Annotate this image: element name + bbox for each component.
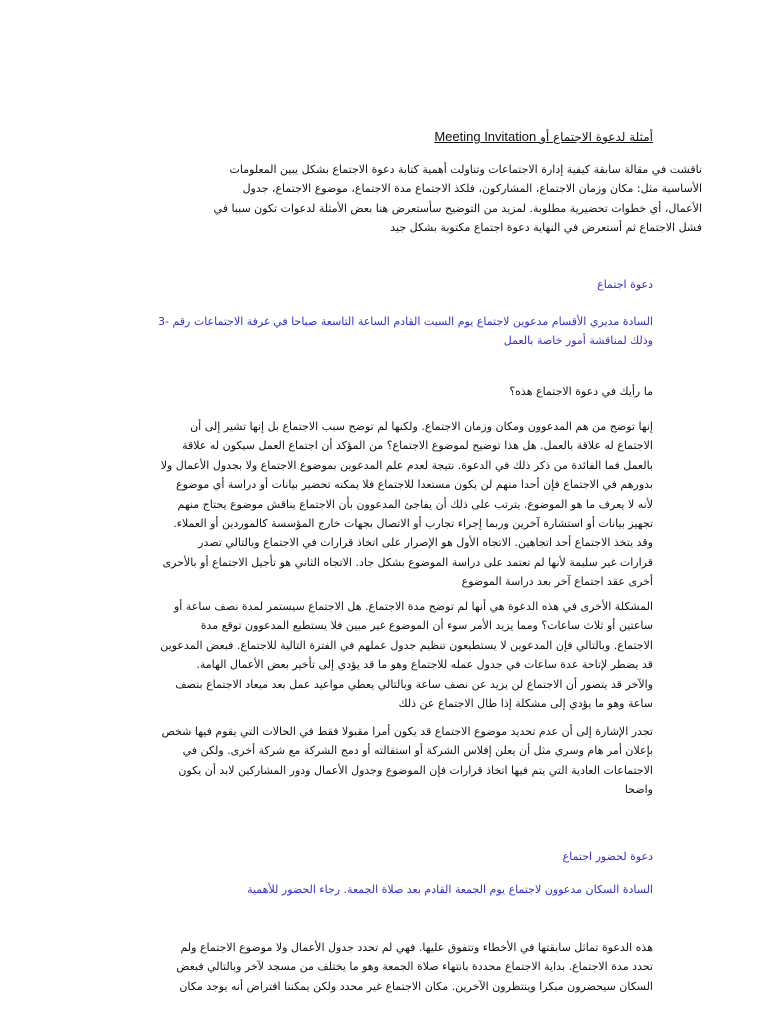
analysis-line: واضحا <box>624 783 653 797</box>
analysis-line: بإعلان أمر هام وسري مثل أن يعلن إفلاس الشركة أو استقالته أو دمج الشركة مع شركة أخرى. ولكن في <box>182 744 653 758</box>
analysis-line: المشكلة الأخرى في هذه الدعوة هي أنها لم توضح مدة الاجتماع. هل الاجتماع سيستمر لمدة نصف ساعة أو <box>174 600 653 613</box>
question-text: ما رأيك في دعوة الاجتماع هذه؟ <box>509 385 653 398</box>
analysis-line: والآخر قد يتصور أن الاجتماع لن يزيد عن نصف ساعة وبالتالي يعطي مواعيد عمل بعد ميعاد الاجتماع بنصف <box>175 677 653 691</box>
analysis-line: قرارات غير سليمة لأنها لم تعتمد على دراسة الموضوع بشكل جاد. الاتجاه الثاني هو تأجيل الاجتماع أو بالأحرى <box>162 555 653 569</box>
intro-line: الأعمال، أي خطوات تحضيرية مطلوبة. لمزيد من التوضيح سأستعرض هنا بعض الأمثلة لدعوات تكون سببا في <box>213 201 702 215</box>
analysis-paragraph-1 <box>161 417 653 592</box>
analysis-line: هذه الدعوة تماثل سابقتها في الأخطاء وتتفوق عليها. فهي لم تحدد جدول الأعمال ولا موضوع الاجتماع ولم <box>180 941 653 954</box>
invitation-2-text: السادة السكان مدعوون لاجتماع يوم الجمعة القادم بعد صلاة الجمعة. رجاء الحضور للأهمية <box>247 883 653 896</box>
analysis-line: الاجتماع له علاقة بالعمل. هل هذا توضيح لموضوع الاجتماع؟ من المؤكد أن اجتماع العمل سيكون له علاقة <box>182 439 653 453</box>
analysis-line: تحدد مدة الاجتماع. بداية الاجتماع محددة بانتهاء صلاة الجمعة وهو ما يختلف من مسجد لآخر وبالتالي فبعض <box>176 960 653 974</box>
page-title <box>434 127 653 147</box>
invitation-1-heading: دعوة اجتماع <box>597 278 653 291</box>
title-english: Meeting Invitation <box>434 129 537 144</box>
analysis-line: قد يضطر لإتاحة عدة ساعات في جدول عمله للاجتماع وهو ما قد يؤدي إلى تأخير بعض الأعمال الهامة. <box>196 658 653 672</box>
analysis-line: السكان سيحضرون مبكرا وينتظرون الآخرين. مكان الاجتماع غير محدد ولكن يمكننا افتراض أنه يوجد مكان <box>179 979 653 993</box>
analysis-line: بدورهم في الاجتماع فإن أحدا منهم لن يكون مستعدا للاجتماع فلا يمكنه تحضير بيانات أو دراسة أي موضوع <box>176 478 653 492</box>
analysis-line: بالعمل فما الفائدة من ذكر ذلك في الدعوة. نتيجة لعدم علم المدعوين بموضوع الاجتماع ولا بجدول الأعمال ولا <box>160 458 653 472</box>
intro-line: ناقشت في مقالة سابقة كيفية إدارة الاجتماعات وتناولت أهمية كتابة دعوة الاجتماع بشكل يبين المعلومات <box>229 163 702 176</box>
title-arabic: أمثلة لدعوة الاجتماع أو <box>540 130 653 144</box>
invitation-2-heading: دعوة لحضور اجتماع <box>562 850 653 863</box>
analysis-line: إنها توضح من هم المدعوون ومكان وزمان الاجتماع. ولكنها لم توضح سبب الاجتماع بل إنها تشير إلى أن <box>190 420 653 433</box>
invitation-1-line: السادة مديري الأقسام مدعوين لاجتماع يوم السبت القادم الساعة التاسعة صباحا في غرفة الاجتماعات رقم -3 <box>158 315 653 328</box>
analysis-line: أخرى عقد اجتماع آخر بعد دراسة الموضوع <box>461 575 653 589</box>
analysis-line: لأنه لا يعرف ما هو الموضوع. يترتب على ذلك أن يفاجئ المدعوون بأن الاجتماع يناقش موضوع يحتاج منهم <box>177 497 653 511</box>
analysis-paragraph-4 <box>176 938 653 996</box>
invitation-1-line: وذلك لمناقشة أمور خاصة بالعمل <box>503 334 653 348</box>
analysis-line: تجدر الإشارة إلى أن عدم تحديد موضوع الاجتماع قد يكون أمرا مقبولا فقط في الحالات التي يقوم فيها شخص <box>161 725 653 738</box>
analysis-paragraph-2 <box>160 597 653 713</box>
invitation-1-text <box>158 312 653 351</box>
intro-line: فشل الاجتماع ثم أستعرض في النهاية دعوة اجتماع مكتوبة بشكل جيد <box>390 221 702 235</box>
analysis-line: وقد يتخذ الاجتماع أحد اتجاهين. الاتجاه الأول هو الإصرار على اتخاذ قرارات في الاجتماع وبالتالي تصدر <box>198 536 653 550</box>
intro-line: الأساسية مثل: مكان وزمان الاجتماع، المشاركون، فلكذ الاجتماع مدة الاجتماع، موضوع الاجتماع، جدول <box>242 182 702 196</box>
analysis-line: الاجتماعات العادية التي يتم فيها اتخاذ قرارات فإن الموضوع وجدول الأعمال ودور المشاركين لابد أن يكون <box>178 763 653 777</box>
analysis-line: ساعتين أو ثلاث ساعات؟ ومما يزيد الأمر سوء أن الموضوع غير مبين فلا يستطيع المدعوون توقع مدة <box>200 619 653 633</box>
analysis-line: تجهيز بيانات أو استشارة آخرين وربما إجراء تجارب أو الاتصال بجهات خارج المؤسسة كالموردين أو العملاء. <box>173 517 653 531</box>
analysis-line: الاجتماع. وبالتالي فإن المدعوين لا يستطيعون تنظيم جدول عملهم في الفترة التالية للاجتماع. فبعض المدعوين <box>160 638 653 652</box>
analysis-paragraph-3 <box>162 722 653 800</box>
analysis-line: ساعة وهو ما يؤدي إلى مشكلة إذا طال الاجتماع عن ذلك <box>398 697 653 711</box>
intro-paragraph <box>214 160 702 238</box>
